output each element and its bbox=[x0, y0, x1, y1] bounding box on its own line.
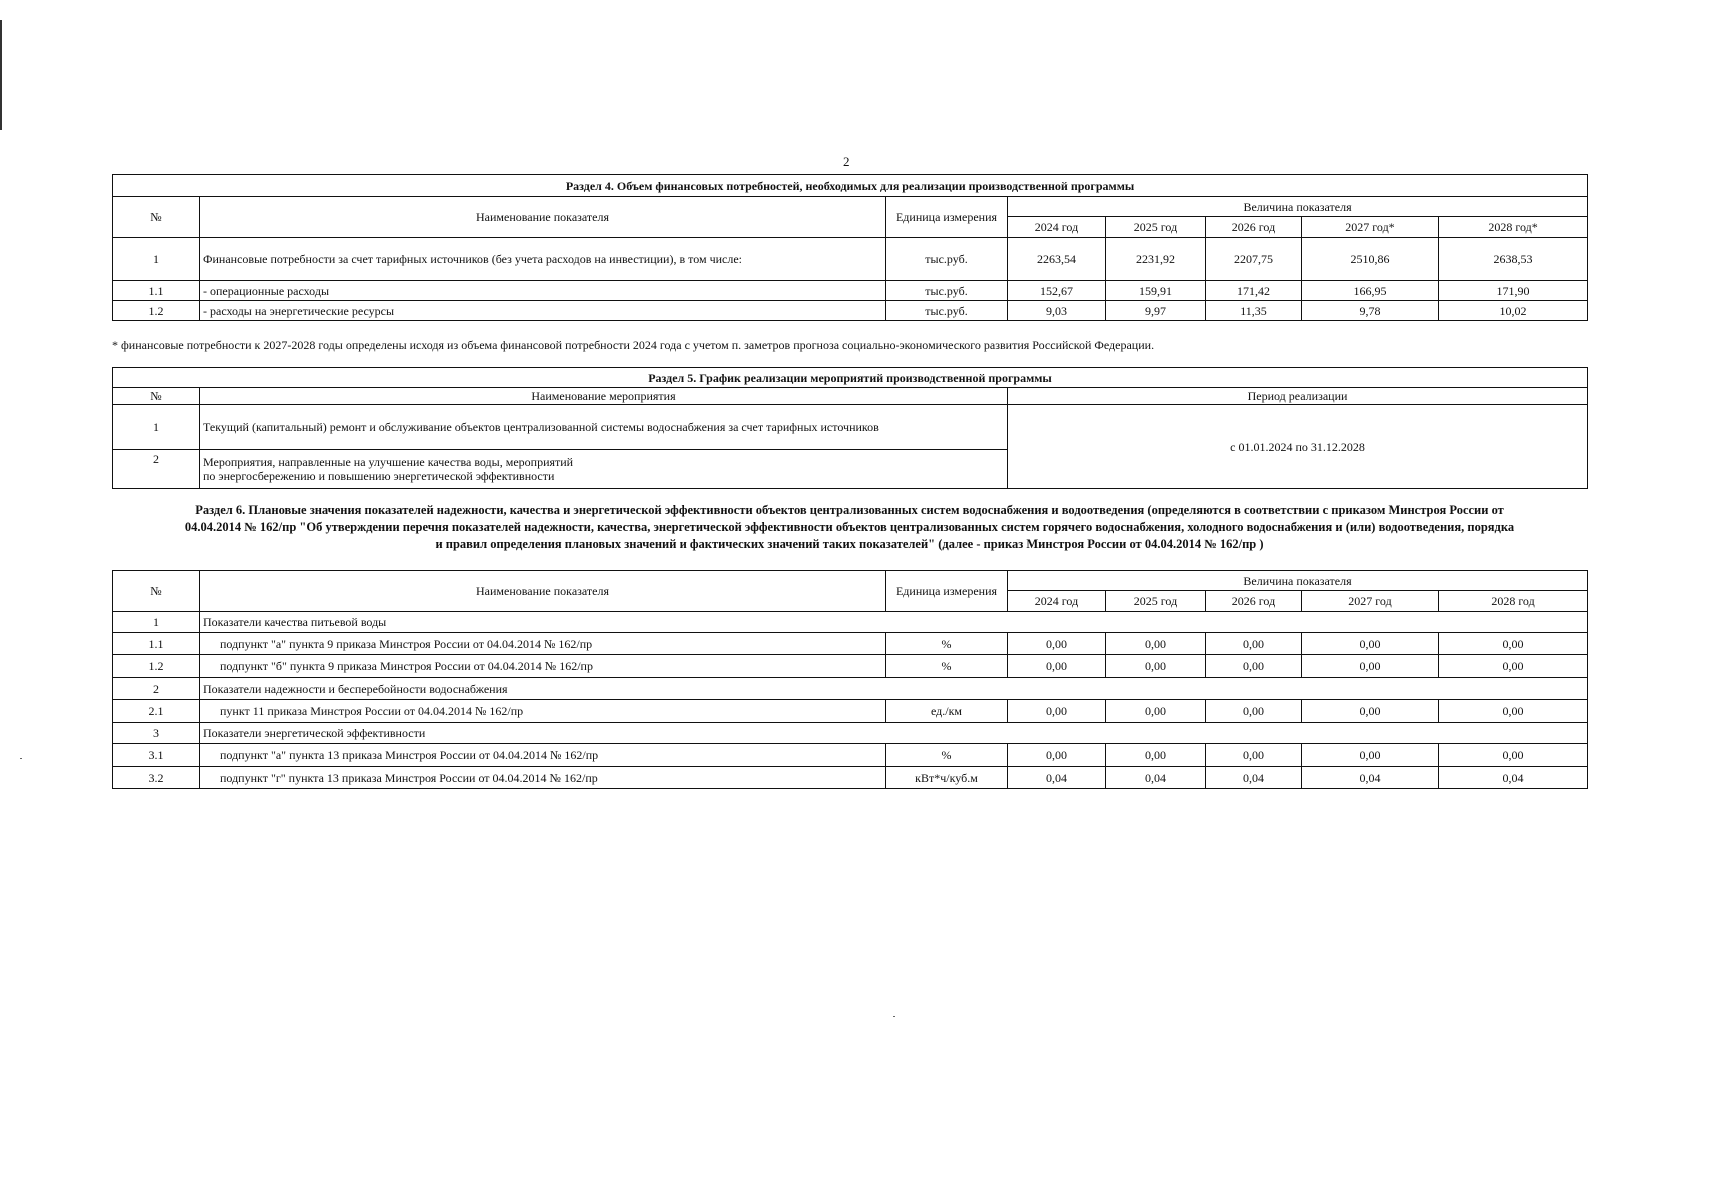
row-value: 11,35 bbox=[1206, 301, 1302, 321]
row-value: 0,00 bbox=[1302, 700, 1439, 723]
table-row bbox=[113, 238, 1588, 281]
col-header-year: 2024 год bbox=[1008, 217, 1106, 238]
row-value: 0,04 bbox=[1008, 767, 1106, 789]
row-no: 3.2 bbox=[113, 767, 200, 789]
row-value: 0,04 bbox=[1439, 767, 1588, 789]
row-no: 1 bbox=[113, 612, 200, 633]
row-no: 1.2 bbox=[113, 655, 200, 678]
col-header-name: Наименование показателя bbox=[200, 197, 886, 238]
table-group-row bbox=[113, 612, 1588, 633]
row-name: пункт 11 приказа Минстроя России от 04.04.2014 № 162/пр bbox=[200, 700, 886, 723]
row-name bbox=[200, 450, 1008, 489]
row-value: 10,02 bbox=[1439, 301, 1588, 321]
row-value: 166,95 bbox=[1302, 281, 1439, 301]
section6-title-line: Раздел 6. Плановые значения показателей надежности, качества и энергетической эффективности объектов централизованных систем водоснабжения и водоотведения (определяются в соответствии с приказом Минстроя России от bbox=[195, 503, 1504, 517]
row-no: 1.2 bbox=[113, 301, 200, 321]
table-row bbox=[113, 633, 1588, 655]
table-row bbox=[113, 655, 1588, 678]
row-value: 2510,86 bbox=[1302, 238, 1439, 281]
col-header-year: 2025 год bbox=[1106, 591, 1206, 612]
row-value: 0,00 bbox=[1106, 744, 1206, 767]
col-header-unit: Единица измерения bbox=[886, 571, 1008, 612]
row-value: 0,00 bbox=[1106, 633, 1206, 655]
col-header-no: № bbox=[113, 571, 200, 612]
row-name: - расходы на энергетические ресурсы bbox=[200, 301, 886, 321]
section4-footnote: * финансовые потребности к 2027-2028 годы определены исходя из объема финансовой потребности 2024 года с учетом п. заметров прогноза социально-экономического развития Российской Федерации. bbox=[112, 338, 1155, 352]
row-value: 0,04 bbox=[1106, 767, 1206, 789]
row-value: 171,90 bbox=[1439, 281, 1588, 301]
row-unit: кВт*ч/куб.м bbox=[886, 767, 1008, 789]
row-no: 1.1 bbox=[113, 633, 200, 655]
row-value: 0,00 bbox=[1008, 700, 1106, 723]
table-row bbox=[113, 301, 1588, 321]
col-header-name: Наименование показателя bbox=[200, 571, 886, 612]
row-group-name: Показатели качества питьевой воды bbox=[200, 612, 1588, 633]
col-header-name: Наименование мероприятия bbox=[200, 388, 1008, 405]
section4-table bbox=[112, 174, 1588, 321]
row-value: 159,91 bbox=[1106, 281, 1206, 301]
row-no: 1 bbox=[113, 238, 200, 281]
col-header-no: № bbox=[113, 197, 200, 238]
col-header-value: Величина показателя bbox=[1008, 571, 1588, 591]
row-unit: тыс.руб. bbox=[886, 238, 1008, 281]
row-value: 0,00 bbox=[1206, 633, 1302, 655]
row-name: Финансовые потребности за счет тарифных источников (без учета расходов на инвестиции), в том числе: bbox=[200, 238, 886, 281]
section6-table bbox=[112, 570, 1588, 789]
row-name: подпункт "а" пункта 13 приказа Минстроя России от 04.04.2014 № 162/пр bbox=[200, 744, 886, 767]
row-value: 171,42 bbox=[1206, 281, 1302, 301]
col-header-period: Период реализации bbox=[1008, 388, 1588, 405]
row-name-line: по энергосбережению и повышению энергетической эффективности bbox=[203, 469, 555, 483]
row-no: 3 bbox=[113, 723, 200, 744]
table-row bbox=[113, 767, 1588, 789]
row-value: 0,00 bbox=[1008, 633, 1106, 655]
row-name: подпункт "а" пункта 9 приказа Минстроя России от 04.04.2014 № 162/пр bbox=[200, 633, 886, 655]
row-name-line: Мероприятия, направленные на улучшение качества воды, мероприятий bbox=[203, 455, 574, 469]
section6-title bbox=[112, 502, 1587, 553]
scan-edge-mark bbox=[0, 20, 2, 130]
col-header-year: 2025 год bbox=[1106, 217, 1206, 238]
row-value: 152,67 bbox=[1008, 281, 1106, 301]
row-unit: тыс.руб. bbox=[886, 301, 1008, 321]
table-row bbox=[113, 281, 1588, 301]
row-value: 0,00 bbox=[1206, 700, 1302, 723]
row-value: 0,04 bbox=[1302, 767, 1439, 789]
row-unit: % bbox=[886, 655, 1008, 678]
row-name: - операционные расходы bbox=[200, 281, 886, 301]
row-value: 9,78 bbox=[1302, 301, 1439, 321]
row-value: 2207,75 bbox=[1206, 238, 1302, 281]
row-value: 2263,54 bbox=[1008, 238, 1106, 281]
row-no: 3.1 bbox=[113, 744, 200, 767]
row-value: 0,00 bbox=[1439, 655, 1588, 678]
col-header-year: 2028 год bbox=[1439, 591, 1588, 612]
table-row bbox=[113, 700, 1588, 723]
row-no: 1 bbox=[113, 405, 200, 450]
row-unit: % bbox=[886, 744, 1008, 767]
row-group-name: Показатели энергетической эффективности bbox=[200, 723, 1588, 744]
row-group-name: Показатели надежности и бесперебойности водоснабжения bbox=[200, 678, 1588, 700]
row-value: 0,00 bbox=[1008, 655, 1106, 678]
table-row bbox=[113, 405, 1588, 450]
row-value: 2638,53 bbox=[1439, 238, 1588, 281]
table-group-row bbox=[113, 678, 1588, 700]
row-value: 0,00 bbox=[1106, 655, 1206, 678]
row-unit: % bbox=[886, 633, 1008, 655]
col-header-unit: Единица измерения bbox=[886, 197, 1008, 238]
row-value: 0,00 bbox=[1439, 700, 1588, 723]
row-value: 9,97 bbox=[1106, 301, 1206, 321]
section6-title-line: 04.04.2014 № 162/пр "Об утверждении перечня показателей надежности, качества, энергетической эффективности объектов централизованных систем горячего водоснабжения, холодного водоснабжения и (или) водоотведения, порядка bbox=[184, 520, 1515, 534]
col-header-year: 2026 год bbox=[1206, 217, 1302, 238]
row-unit: тыс.руб. bbox=[886, 281, 1008, 301]
section4-title: Раздел 4. Объем финансовых потребностей, необходимых для реализации производственной программы bbox=[113, 175, 1588, 197]
scan-speck bbox=[893, 1016, 895, 1017]
row-no: 2 bbox=[113, 450, 200, 489]
row-name: подпункт "г" пункта 13 приказа Минстроя России от 04.04.2014 № 162/пр bbox=[200, 767, 886, 789]
row-name: Текущий (капитальный) ремонт и обслуживание объектов централизованной системы водоснабжения за счет тарифных источников bbox=[200, 405, 1008, 450]
col-header-value: Величина показателя bbox=[1008, 197, 1588, 217]
row-unit: ед./км bbox=[886, 700, 1008, 723]
row-value: 0,00 bbox=[1302, 744, 1439, 767]
col-header-year: 2027 год* bbox=[1302, 217, 1439, 238]
row-no: 1.1 bbox=[113, 281, 200, 301]
col-header-year: 2028 год* bbox=[1439, 217, 1588, 238]
row-value: 0,00 bbox=[1439, 633, 1588, 655]
row-value: 0,00 bbox=[1206, 655, 1302, 678]
scan-speck bbox=[20, 758, 22, 759]
row-value: 0,04 bbox=[1206, 767, 1302, 789]
col-header-year: 2026 год bbox=[1206, 591, 1302, 612]
col-header-year: 2027 год bbox=[1302, 591, 1439, 612]
row-no: 2.1 bbox=[113, 700, 200, 723]
implementation-period: с 01.01.2024 по 31.12.2028 bbox=[1008, 405, 1588, 489]
row-value: 0,00 bbox=[1302, 655, 1439, 678]
row-value: 0,00 bbox=[1206, 744, 1302, 767]
row-value: 9,03 bbox=[1008, 301, 1106, 321]
section5-title: Раздел 5. График реализации мероприятий производственной программы bbox=[113, 368, 1588, 388]
section6-title-line: и правил определения плановых значений и фактических значений таких показателей" (далее - приказ Минстроя России от 04.04.2014 № 162/пр ) bbox=[435, 537, 1264, 551]
row-no: 2 bbox=[113, 678, 200, 700]
col-header-no: № bbox=[113, 388, 200, 405]
row-value: 0,00 bbox=[1439, 744, 1588, 767]
row-value: 2231,92 bbox=[1106, 238, 1206, 281]
col-header-year: 2024 год bbox=[1008, 591, 1106, 612]
table-group-row bbox=[113, 723, 1588, 744]
row-value: 0,00 bbox=[1106, 700, 1206, 723]
row-value: 0,00 bbox=[1008, 744, 1106, 767]
row-value: 0,00 bbox=[1302, 633, 1439, 655]
section5-table bbox=[112, 367, 1588, 489]
row-name: подпункт "б" пункта 9 приказа Минстроя России от 04.04.2014 № 162/пр bbox=[200, 655, 886, 678]
page-number: 2 bbox=[843, 154, 850, 169]
table-row bbox=[113, 744, 1588, 767]
